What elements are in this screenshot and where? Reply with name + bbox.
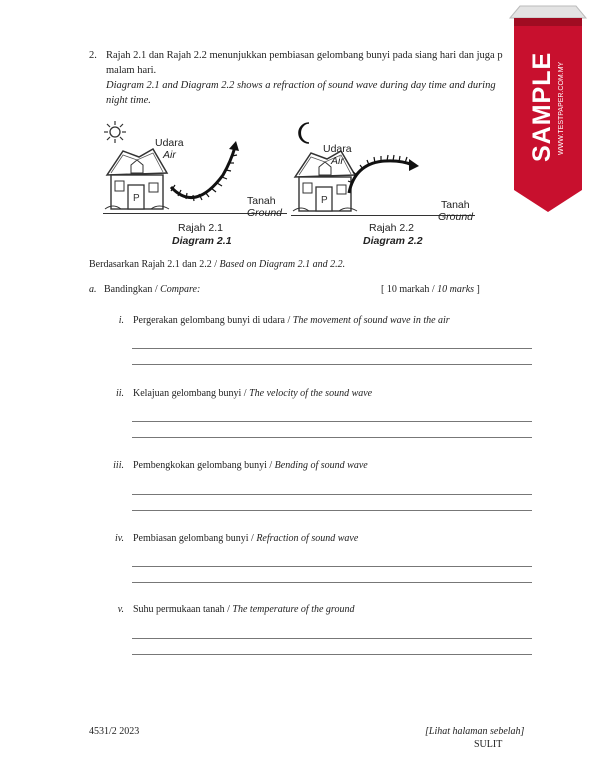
answer-line[interactable] [132,348,532,349]
subquestion-text [133,315,450,326]
answer-line[interactable] [132,638,532,639]
answer-line[interactable] [132,566,532,567]
marks-close: ] [476,284,480,295]
caption-malay: Rajah 2.1 [178,222,223,234]
question-english-line1: Diagram 2.1 and Diagram 2.2 shows a refraction of sound wave during day time and during [106,80,496,91]
part-a-label: a. [89,284,97,295]
air-label-malay: Udara [155,137,184,149]
subquestion-malay: Kelajuan gelombang bunyi / [133,388,247,399]
caption-english: Diagram 2.2 [363,235,423,247]
marks-english: 10 marks [437,284,475,295]
footer-next-page: [Lihat halaman sebelah] [425,726,525,737]
ground-label-malay: Tanah [247,195,276,207]
subquestion-roman: iv. [115,533,124,544]
part-a-instruction [104,284,200,295]
caption-malay: Rajah 2.2 [369,222,414,234]
subquestion-text [133,604,354,615]
subquestion-malay: Pembiasan gelombang bunyi / [133,533,254,544]
answer-line[interactable] [132,510,532,511]
subquestion-roman: v. [117,604,124,615]
ground-label-english: Ground [438,211,474,223]
subquestion-english: Refraction of sound wave [256,533,359,544]
answer-line[interactable] [132,437,532,438]
answer-line[interactable] [132,364,532,365]
ground-label-english: Ground [247,207,283,219]
footer-sulit: SULIT [474,739,503,750]
question-malay-line1: Rajah 2.1 dan Rajah 2.2 menunjukkan pembiasan gelombang bunyi pada siang hari dan juga p [106,50,503,61]
caption-english: Diagram 2.1 [172,235,232,247]
air-label-english: Air [331,155,344,167]
house-illustration [103,145,171,213]
ribbon-site-text: WWW.TESTPAPER.COM.MY [558,61,565,155]
based-on-line [89,257,345,272]
based-on-malay: Berdasarkan Rajah 2.1 dan 2.2 / [89,259,218,270]
air-label-malay: Udara [323,143,352,155]
part-a-malay: Bandingkan / [104,284,158,295]
answer-line[interactable] [132,654,532,655]
question-number: 2. [89,50,97,61]
subquestion-malay: Suhu permukaan tanah / [133,604,230,615]
based-on-english: Based on Diagram 2.1 and 2.2. [219,259,346,270]
ribbon-sample-text: SAMPLE [528,51,556,163]
footer-code: 4531/2 2023 [89,726,140,737]
part-a-marks [381,284,480,295]
subquestion-text [133,460,368,471]
sound-wave-night [345,153,425,213]
diagram-2-2 [285,115,480,255]
question-english-line2: night time. [106,95,151,106]
question-malay-line2: malam hari. [106,65,157,76]
moon-icon [295,121,315,145]
subquestion-roman: i. [118,315,124,326]
subquestion-english: The temperature of the ground [232,604,355,615]
subquestion-text [133,533,358,544]
subquestion-english: Bending of sound wave [274,460,368,471]
subquestion-malay: Pergerakan gelombang bunyi di udara / [133,315,291,326]
part-a-english: Compare: [160,284,201,295]
subquestion-roman: ii. [115,388,124,399]
svg-text:P: P [133,193,140,204]
subquestion-roman: iii. [113,460,124,471]
answer-line[interactable] [132,582,532,583]
subquestion-text [133,388,372,399]
subquestion-english: The movement of sound wave in the air [292,315,450,326]
subquestion-english: The velocity of the sound wave [249,388,373,399]
air-label-english: Air [163,149,176,161]
subquestion-malay: Pembengkokan gelombang bunyi / [133,460,273,471]
sample-ribbon [508,0,588,215]
ground-label-malay: Tanah [441,199,470,211]
svg-text:P: P [321,195,328,206]
sun-icon [103,120,127,144]
answer-line[interactable] [132,421,532,422]
sound-wave-day [165,135,245,205]
marks-malay: [ 10 markah / [381,284,435,295]
diagram-2-1 [95,115,285,255]
answer-line[interactable] [132,494,532,495]
